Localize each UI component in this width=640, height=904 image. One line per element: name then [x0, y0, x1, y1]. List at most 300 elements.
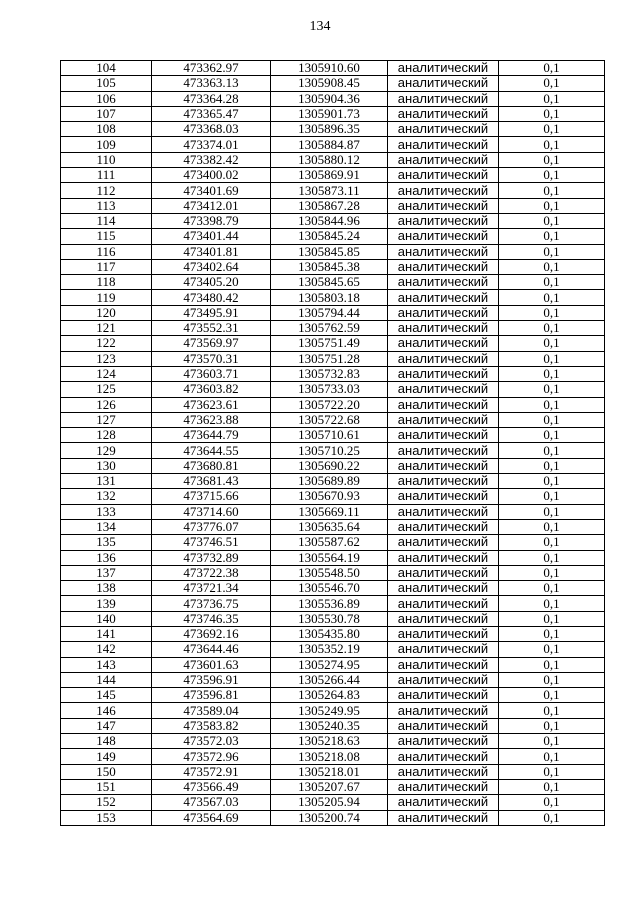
table-row [61, 137, 605, 152]
accuracy-cell: 0,1 [499, 642, 605, 657]
x-coordinate-cell: 473363.13 [152, 76, 271, 91]
point-number-cell: 143 [61, 657, 152, 672]
accuracy-cell: 0,1 [499, 795, 605, 810]
table-row [61, 366, 605, 381]
x-coordinate-cell: 473601.63 [152, 657, 271, 672]
x-coordinate-cell: 473401.81 [152, 244, 271, 259]
method-cell: аналитический [388, 382, 499, 397]
method-cell: аналитический [388, 474, 499, 489]
y-coordinate-cell: 1305794.44 [271, 305, 388, 320]
table-row [61, 550, 605, 565]
accuracy-cell: 0,1 [499, 305, 605, 320]
y-coordinate-cell: 1305548.50 [271, 565, 388, 580]
table-row [61, 183, 605, 198]
method-cell: аналитический [388, 611, 499, 626]
point-number-cell: 130 [61, 458, 152, 473]
x-coordinate-cell: 473583.82 [152, 718, 271, 733]
table-row [61, 106, 605, 121]
table-row [61, 718, 605, 733]
method-cell: аналитический [388, 366, 499, 381]
method-cell: аналитический [388, 428, 499, 443]
x-coordinate-cell: 473644.79 [152, 428, 271, 443]
x-coordinate-cell: 473589.04 [152, 703, 271, 718]
table-row [61, 657, 605, 672]
table-row [61, 397, 605, 412]
method-cell: аналитический [388, 91, 499, 106]
y-coordinate-cell: 1305904.36 [271, 91, 388, 106]
y-coordinate-cell: 1305722.20 [271, 397, 388, 412]
table-row [61, 565, 605, 580]
y-coordinate-cell: 1305910.60 [271, 61, 388, 76]
point-number-cell: 149 [61, 749, 152, 764]
method-cell: аналитический [388, 61, 499, 76]
x-coordinate-cell: 473401.44 [152, 229, 271, 244]
x-coordinate-cell: 473736.75 [152, 596, 271, 611]
table-row [61, 275, 605, 290]
y-coordinate-cell: 1305845.24 [271, 229, 388, 244]
table-row [61, 168, 605, 183]
x-coordinate-cell: 473398.79 [152, 213, 271, 228]
method-cell: аналитический [388, 581, 499, 596]
method-cell: аналитический [388, 718, 499, 733]
table-row [61, 626, 605, 641]
point-number-cell: 153 [61, 810, 152, 825]
accuracy-cell: 0,1 [499, 764, 605, 779]
y-coordinate-cell: 1305884.87 [271, 137, 388, 152]
x-coordinate-cell: 473623.88 [152, 412, 271, 427]
x-coordinate-cell: 473681.43 [152, 474, 271, 489]
table-row [61, 76, 605, 91]
table-row [61, 795, 605, 810]
point-number-cell: 140 [61, 611, 152, 626]
point-number-cell: 128 [61, 428, 152, 443]
x-coordinate-cell: 473714.60 [152, 504, 271, 519]
accuracy-cell: 0,1 [499, 290, 605, 305]
point-number-cell: 110 [61, 152, 152, 167]
point-number-cell: 114 [61, 213, 152, 228]
accuracy-cell: 0,1 [499, 489, 605, 504]
point-number-cell: 115 [61, 229, 152, 244]
table-row [61, 810, 605, 825]
y-coordinate-cell: 1305869.91 [271, 168, 388, 183]
method-cell: аналитический [388, 779, 499, 794]
point-number-cell: 152 [61, 795, 152, 810]
accuracy-cell: 0,1 [499, 168, 605, 183]
y-coordinate-cell: 1305546.70 [271, 581, 388, 596]
y-coordinate-cell: 1305218.63 [271, 734, 388, 749]
y-coordinate-cell: 1305274.95 [271, 657, 388, 672]
x-coordinate-cell: 473566.49 [152, 779, 271, 794]
y-coordinate-cell: 1305690.22 [271, 458, 388, 473]
table-row [61, 734, 605, 749]
table-row [61, 244, 605, 259]
y-coordinate-cell: 1305670.93 [271, 489, 388, 504]
point-number-cell: 112 [61, 183, 152, 198]
table-row [61, 749, 605, 764]
y-coordinate-cell: 1305669.11 [271, 504, 388, 519]
method-cell: аналитический [388, 397, 499, 412]
x-coordinate-cell: 473722.38 [152, 565, 271, 580]
table-row [61, 596, 605, 611]
accuracy-cell: 0,1 [499, 244, 605, 259]
point-number-cell: 107 [61, 106, 152, 121]
accuracy-cell: 0,1 [499, 428, 605, 443]
accuracy-cell: 0,1 [499, 474, 605, 489]
method-cell: аналитический [388, 259, 499, 274]
x-coordinate-cell: 473596.91 [152, 672, 271, 687]
method-cell: аналитический [388, 672, 499, 687]
table-row [61, 642, 605, 657]
point-number-cell: 124 [61, 366, 152, 381]
method-cell: аналитический [388, 443, 499, 458]
coordinates-table [60, 60, 605, 826]
y-coordinate-cell: 1305205.94 [271, 795, 388, 810]
point-number-cell: 136 [61, 550, 152, 565]
accuracy-cell: 0,1 [499, 672, 605, 687]
x-coordinate-cell: 473567.03 [152, 795, 271, 810]
method-cell: аналитический [388, 764, 499, 779]
accuracy-cell: 0,1 [499, 458, 605, 473]
point-number-cell: 113 [61, 198, 152, 213]
method-cell: аналитический [388, 412, 499, 427]
accuracy-cell: 0,1 [499, 703, 605, 718]
table-row [61, 198, 605, 213]
point-number-cell: 125 [61, 382, 152, 397]
point-number-cell: 141 [61, 626, 152, 641]
point-number-cell: 131 [61, 474, 152, 489]
point-number-cell: 127 [61, 412, 152, 427]
y-coordinate-cell: 1305587.62 [271, 535, 388, 550]
point-number-cell: 138 [61, 581, 152, 596]
method-cell: аналитический [388, 734, 499, 749]
x-coordinate-cell: 473644.55 [152, 443, 271, 458]
method-cell: аналитический [388, 626, 499, 641]
x-coordinate-cell: 473400.02 [152, 168, 271, 183]
x-coordinate-cell: 473365.47 [152, 106, 271, 121]
method-cell: аналитический [388, 244, 499, 259]
table-row [61, 504, 605, 519]
method-cell: аналитический [388, 688, 499, 703]
point-number-cell: 119 [61, 290, 152, 305]
x-coordinate-cell: 473776.07 [152, 519, 271, 534]
table-row [61, 290, 605, 305]
x-coordinate-cell: 473603.71 [152, 366, 271, 381]
table-row [61, 305, 605, 320]
x-coordinate-cell: 473382.42 [152, 152, 271, 167]
table-row [61, 259, 605, 274]
y-coordinate-cell: 1305207.67 [271, 779, 388, 794]
x-coordinate-cell: 473364.28 [152, 91, 271, 106]
point-number-cell: 142 [61, 642, 152, 657]
x-coordinate-cell: 473495.91 [152, 305, 271, 320]
accuracy-cell: 0,1 [499, 596, 605, 611]
point-number-cell: 120 [61, 305, 152, 320]
y-coordinate-cell: 1305352.19 [271, 642, 388, 657]
accuracy-cell: 0,1 [499, 581, 605, 596]
y-coordinate-cell: 1305689.89 [271, 474, 388, 489]
method-cell: аналитический [388, 76, 499, 91]
accuracy-cell: 0,1 [499, 550, 605, 565]
table-row [61, 412, 605, 427]
accuracy-cell: 0,1 [499, 122, 605, 137]
accuracy-cell: 0,1 [499, 443, 605, 458]
point-number-cell: 134 [61, 519, 152, 534]
table-row [61, 489, 605, 504]
accuracy-cell: 0,1 [499, 336, 605, 351]
point-number-cell: 139 [61, 596, 152, 611]
point-number-cell: 146 [61, 703, 152, 718]
accuracy-cell: 0,1 [499, 213, 605, 228]
y-coordinate-cell: 1305264.83 [271, 688, 388, 703]
page-number: 134 [309, 19, 331, 34]
table-row [61, 321, 605, 336]
x-coordinate-cell: 473596.81 [152, 688, 271, 703]
point-number-cell: 137 [61, 565, 152, 580]
method-cell: аналитический [388, 519, 499, 534]
method-cell: аналитический [388, 749, 499, 764]
method-cell: аналитический [388, 810, 499, 825]
accuracy-cell: 0,1 [499, 366, 605, 381]
accuracy-cell: 0,1 [499, 779, 605, 794]
point-number-cell: 133 [61, 504, 152, 519]
x-coordinate-cell: 473412.01 [152, 198, 271, 213]
table-row [61, 611, 605, 626]
y-coordinate-cell: 1305435.80 [271, 626, 388, 641]
method-cell: аналитический [388, 122, 499, 137]
point-number-cell: 117 [61, 259, 152, 274]
point-number-cell: 109 [61, 137, 152, 152]
table-row [61, 535, 605, 550]
table-row [61, 122, 605, 137]
table-row [61, 213, 605, 228]
method-cell: аналитический [388, 795, 499, 810]
method-cell: аналитический [388, 229, 499, 244]
x-coordinate-cell: 473572.91 [152, 764, 271, 779]
y-coordinate-cell: 1305880.12 [271, 152, 388, 167]
method-cell: аналитический [388, 351, 499, 366]
point-number-cell: 108 [61, 122, 152, 137]
point-number-cell: 151 [61, 779, 152, 794]
x-coordinate-cell: 473374.01 [152, 137, 271, 152]
y-coordinate-cell: 1305710.25 [271, 443, 388, 458]
coordinates-table-body [61, 61, 605, 826]
y-coordinate-cell: 1305751.49 [271, 336, 388, 351]
table-row [61, 474, 605, 489]
method-cell: аналитический [388, 198, 499, 213]
x-coordinate-cell: 473644.46 [152, 642, 271, 657]
x-coordinate-cell: 473480.42 [152, 290, 271, 305]
x-coordinate-cell: 473552.31 [152, 321, 271, 336]
method-cell: аналитический [388, 657, 499, 672]
method-cell: аналитический [388, 290, 499, 305]
table-row [61, 764, 605, 779]
table-row [61, 672, 605, 687]
accuracy-cell: 0,1 [499, 504, 605, 519]
y-coordinate-cell: 1305733.03 [271, 382, 388, 397]
table-row [61, 61, 605, 76]
y-coordinate-cell: 1305867.28 [271, 198, 388, 213]
point-number-cell: 104 [61, 61, 152, 76]
method-cell: аналитический [388, 504, 499, 519]
y-coordinate-cell: 1305908.45 [271, 76, 388, 91]
method-cell: аналитический [388, 137, 499, 152]
x-coordinate-cell: 473405.20 [152, 275, 271, 290]
accuracy-cell: 0,1 [499, 106, 605, 121]
table-row [61, 458, 605, 473]
x-coordinate-cell: 473564.69 [152, 810, 271, 825]
y-coordinate-cell: 1305530.78 [271, 611, 388, 626]
accuracy-cell: 0,1 [499, 688, 605, 703]
x-coordinate-cell: 473572.96 [152, 749, 271, 764]
accuracy-cell: 0,1 [499, 626, 605, 641]
accuracy-cell: 0,1 [499, 76, 605, 91]
y-coordinate-cell: 1305844.96 [271, 213, 388, 228]
method-cell: аналитический [388, 550, 499, 565]
point-number-cell: 132 [61, 489, 152, 504]
accuracy-cell: 0,1 [499, 412, 605, 427]
accuracy-cell: 0,1 [499, 259, 605, 274]
accuracy-cell: 0,1 [499, 321, 605, 336]
table-row [61, 382, 605, 397]
y-coordinate-cell: 1305873.11 [271, 183, 388, 198]
method-cell: аналитический [388, 458, 499, 473]
y-coordinate-cell: 1305635.64 [271, 519, 388, 534]
x-coordinate-cell: 473362.97 [152, 61, 271, 76]
method-cell: аналитический [388, 183, 499, 198]
y-coordinate-cell: 1305732.83 [271, 366, 388, 381]
method-cell: аналитический [388, 565, 499, 580]
x-coordinate-cell: 473368.03 [152, 122, 271, 137]
accuracy-cell: 0,1 [499, 382, 605, 397]
x-coordinate-cell: 473746.51 [152, 535, 271, 550]
point-number-cell: 116 [61, 244, 152, 259]
table-row [61, 428, 605, 443]
method-cell: аналитический [388, 489, 499, 504]
method-cell: аналитический [388, 305, 499, 320]
accuracy-cell: 0,1 [499, 152, 605, 167]
y-coordinate-cell: 1305218.01 [271, 764, 388, 779]
accuracy-cell: 0,1 [499, 657, 605, 672]
x-coordinate-cell: 473692.16 [152, 626, 271, 641]
method-cell: аналитический [388, 152, 499, 167]
point-number-cell: 121 [61, 321, 152, 336]
x-coordinate-cell: 473715.66 [152, 489, 271, 504]
point-number-cell: 147 [61, 718, 152, 733]
accuracy-cell: 0,1 [499, 229, 605, 244]
method-cell: аналитический [388, 275, 499, 290]
x-coordinate-cell: 473680.81 [152, 458, 271, 473]
y-coordinate-cell: 1305845.65 [271, 275, 388, 290]
method-cell: аналитический [388, 106, 499, 121]
y-coordinate-cell: 1305762.59 [271, 321, 388, 336]
y-coordinate-cell: 1305218.08 [271, 749, 388, 764]
x-coordinate-cell: 473402.64 [152, 259, 271, 274]
accuracy-cell: 0,1 [499, 734, 605, 749]
accuracy-cell: 0,1 [499, 183, 605, 198]
accuracy-cell: 0,1 [499, 535, 605, 550]
y-coordinate-cell: 1305200.74 [271, 810, 388, 825]
x-coordinate-cell: 473623.61 [152, 397, 271, 412]
accuracy-cell: 0,1 [499, 749, 605, 764]
accuracy-cell: 0,1 [499, 519, 605, 534]
accuracy-cell: 0,1 [499, 137, 605, 152]
y-coordinate-cell: 1305240.35 [271, 718, 388, 733]
y-coordinate-cell: 1305266.44 [271, 672, 388, 687]
x-coordinate-cell: 473746.35 [152, 611, 271, 626]
table-row [61, 703, 605, 718]
x-coordinate-cell: 473732.89 [152, 550, 271, 565]
accuracy-cell: 0,1 [499, 810, 605, 825]
point-number-cell: 105 [61, 76, 152, 91]
accuracy-cell: 0,1 [499, 61, 605, 76]
y-coordinate-cell: 1305536.89 [271, 596, 388, 611]
table-row [61, 229, 605, 244]
accuracy-cell: 0,1 [499, 275, 605, 290]
y-coordinate-cell: 1305710.61 [271, 428, 388, 443]
x-coordinate-cell: 473569.97 [152, 336, 271, 351]
point-number-cell: 148 [61, 734, 152, 749]
accuracy-cell: 0,1 [499, 351, 605, 366]
table-row [61, 519, 605, 534]
y-coordinate-cell: 1305722.68 [271, 412, 388, 427]
table-row [61, 443, 605, 458]
accuracy-cell: 0,1 [499, 611, 605, 626]
x-coordinate-cell: 473401.69 [152, 183, 271, 198]
x-coordinate-cell: 473721.34 [152, 581, 271, 596]
y-coordinate-cell: 1305896.35 [271, 122, 388, 137]
method-cell: аналитический [388, 321, 499, 336]
point-number-cell: 129 [61, 443, 152, 458]
table-row [61, 688, 605, 703]
point-number-cell: 126 [61, 397, 152, 412]
x-coordinate-cell: 473570.31 [152, 351, 271, 366]
method-cell: аналитический [388, 168, 499, 183]
y-coordinate-cell: 1305901.73 [271, 106, 388, 121]
x-coordinate-cell: 473572.03 [152, 734, 271, 749]
point-number-cell: 135 [61, 535, 152, 550]
table-row [61, 779, 605, 794]
method-cell: аналитический [388, 596, 499, 611]
table-row [61, 91, 605, 106]
point-number-cell: 144 [61, 672, 152, 687]
method-cell: аналитический [388, 642, 499, 657]
accuracy-cell: 0,1 [499, 198, 605, 213]
method-cell: аналитический [388, 703, 499, 718]
point-number-cell: 118 [61, 275, 152, 290]
y-coordinate-cell: 1305249.95 [271, 703, 388, 718]
accuracy-cell: 0,1 [499, 718, 605, 733]
y-coordinate-cell: 1305751.28 [271, 351, 388, 366]
x-coordinate-cell: 473603.82 [152, 382, 271, 397]
accuracy-cell: 0,1 [499, 397, 605, 412]
method-cell: аналитический [388, 336, 499, 351]
table-row [61, 581, 605, 596]
table-row [61, 336, 605, 351]
table-row [61, 152, 605, 167]
table-row [61, 351, 605, 366]
point-number-cell: 111 [61, 168, 152, 183]
y-coordinate-cell: 1305564.19 [271, 550, 388, 565]
accuracy-cell: 0,1 [499, 91, 605, 106]
point-number-cell: 122 [61, 336, 152, 351]
point-number-cell: 106 [61, 91, 152, 106]
y-coordinate-cell: 1305803.18 [271, 290, 388, 305]
method-cell: аналитический [388, 535, 499, 550]
y-coordinate-cell: 1305845.38 [271, 259, 388, 274]
point-number-cell: 150 [61, 764, 152, 779]
point-number-cell: 145 [61, 688, 152, 703]
point-number-cell: 123 [61, 351, 152, 366]
